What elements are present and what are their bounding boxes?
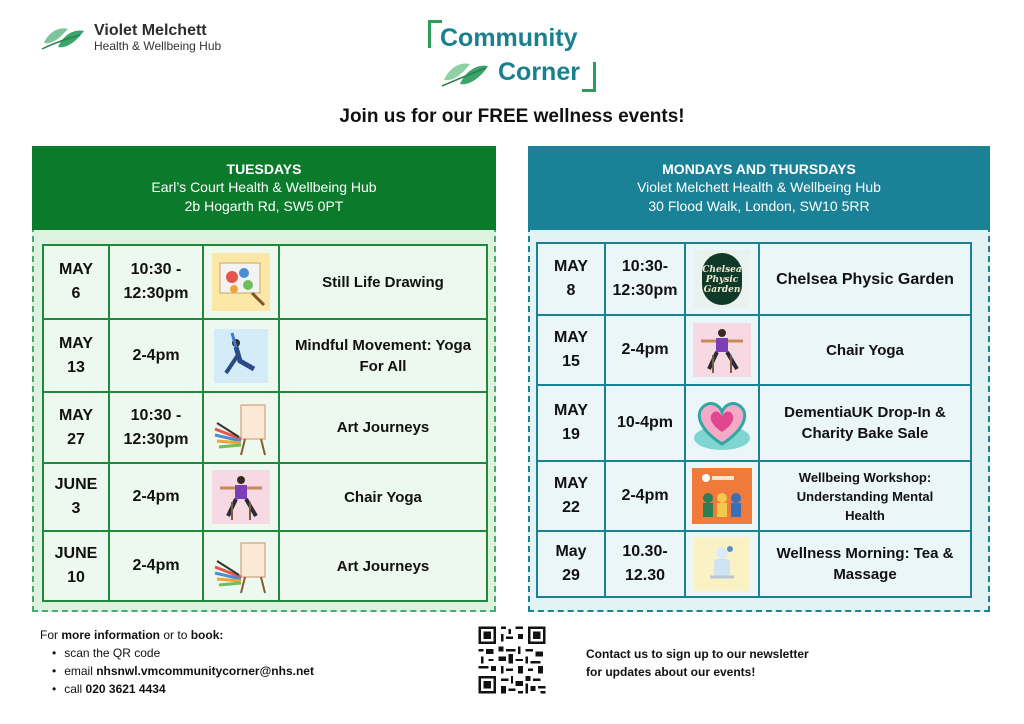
panel-address: 30 Flood Walk, London, SW10 5RR: [648, 198, 870, 214]
event-image-cell: [685, 385, 759, 461]
event-time: 2-4pm: [109, 463, 203, 531]
event-image-cell: [203, 245, 279, 319]
newsletter-note: Contact us to sign up to our newsletter for updates about our events!: [586, 647, 809, 679]
table-row: [43, 319, 487, 392]
event-title: Chair Yoga: [759, 315, 971, 385]
event-date: MAY 27: [43, 392, 109, 463]
event-image-cell: [685, 243, 759, 315]
massage-icon: [694, 537, 750, 591]
brand-logo: [40, 22, 221, 53]
chair-yoga-icon: [693, 323, 751, 377]
svg-text:Chelsea: Chelsea: [702, 265, 742, 275]
info-qr-bullet: • scan the QR code: [52, 644, 314, 662]
table-row: [43, 463, 487, 531]
palette-icon: [212, 253, 270, 311]
event-title: Art Journeys: [279, 392, 487, 463]
event-title: Wellbeing Workshop: Understanding Mental Health: [759, 461, 971, 531]
event-date: JUNE 10: [43, 531, 109, 601]
event-image-cell: [203, 463, 279, 531]
event-date: May 29: [537, 531, 605, 597]
community-corner-logo: [428, 20, 596, 92]
brand-subtitle: Health & Wellbeing Hub: [94, 39, 222, 53]
yoga-pose-icon: [214, 329, 268, 383]
table-row: [43, 531, 487, 601]
event-time: 2-4pm: [109, 319, 203, 392]
event-title: DementiaUK Drop-In & Charity Bake Sale: [759, 385, 971, 461]
tuesdays-header: [32, 146, 496, 230]
mondays-thursdays-panel: [528, 146, 990, 612]
event-title: Chelsea Physic Garden: [759, 243, 971, 315]
event-image-cell: [685, 461, 759, 531]
event-date: JUNE 3: [43, 463, 109, 531]
heart-cake-icon: [690, 392, 754, 454]
event-date: MAY 15: [537, 315, 605, 385]
logo-word-corner: Corner: [498, 58, 580, 86]
event-image-cell: [203, 319, 279, 392]
mondays-thursdays-header: [528, 146, 990, 230]
tuesdays-panel: [32, 146, 496, 612]
svg-text:Garden: Garden: [703, 285, 741, 295]
panel-address: 2b Hogarth Rd, SW5 0PT: [184, 198, 344, 214]
event-time: 2-4pm: [605, 315, 685, 385]
tuesdays-events-table: [42, 244, 488, 602]
panel-day: TUESDAYS: [226, 161, 302, 177]
event-time: 2-4pm: [605, 461, 685, 531]
leaf-logo-icon: [40, 23, 86, 53]
info-phone-bullet: • call 020 3621 4434: [52, 680, 314, 698]
svg-text:Physic: Physic: [705, 275, 739, 285]
info-email-bullet: • email nhsnwl.vmcommunitycorner@nhs.net: [52, 662, 314, 680]
event-image-cell: [203, 531, 279, 601]
email-link[interactable]: nhsnwl.vmcommunitycorner@nhs.net: [96, 664, 314, 678]
event-time: 10:30 - 12:30pm: [109, 392, 203, 463]
chair-yoga-icon: [212, 470, 270, 524]
table-row: [537, 461, 971, 531]
event-title: Art Journeys: [279, 531, 487, 601]
event-title: Still Life Drawing: [279, 245, 487, 319]
table-row: [43, 392, 487, 463]
chelsea-physic-garden-logo: [694, 250, 750, 308]
event-title: Mindful Movement: Yoga For All: [279, 319, 487, 392]
event-date: MAY 19: [537, 385, 605, 461]
easel-icon: [211, 537, 271, 595]
panel-day: MONDAYS AND THURSDAYS: [662, 161, 856, 177]
event-title: Chair Yoga: [279, 463, 487, 531]
workshop-poster-icon: [692, 468, 752, 524]
table-row: [537, 385, 971, 461]
event-time: 2-4pm: [109, 531, 203, 601]
event-time: 10-4pm: [605, 385, 685, 461]
event-date: MAY 6: [43, 245, 109, 319]
event-time: 10:30 - 12:30pm: [109, 245, 203, 319]
panel-venue: Earl’s Court Health & Wellbeing Hub: [151, 179, 377, 195]
event-time: 10.30- 12.30: [605, 531, 685, 597]
table-row: [537, 531, 971, 597]
table-row: [537, 315, 971, 385]
table-row: [43, 245, 487, 319]
qr-code[interactable]: [476, 624, 548, 696]
contact-info: [40, 626, 314, 698]
easel-icon: [211, 399, 271, 457]
event-image-cell: [685, 315, 759, 385]
event-image-cell: [685, 531, 759, 597]
mondays-thursdays-events-table: [536, 242, 972, 598]
panel-venue: Violet Melchett Health & Wellbeing Hub: [637, 179, 881, 195]
event-date: MAY 8: [537, 243, 605, 315]
table-row: [537, 243, 971, 315]
event-title: Wellness Morning: Tea & Massage: [759, 531, 971, 597]
info-heading: For more information or to book:: [40, 628, 224, 642]
event-date: MAY 13: [43, 319, 109, 392]
event-image-cell: [203, 392, 279, 463]
brand-name: Violet Melchett: [94, 22, 207, 39]
event-date: MAY 22: [537, 461, 605, 531]
phone-link[interactable]: 020 3621 4434: [85, 682, 166, 696]
leaf-icon: [440, 58, 492, 88]
page-headline: Join us for our FREE wellness events!: [339, 106, 685, 127]
event-time: 10:30- 12:30pm: [605, 243, 685, 315]
logo-word-community: Community: [440, 24, 578, 52]
